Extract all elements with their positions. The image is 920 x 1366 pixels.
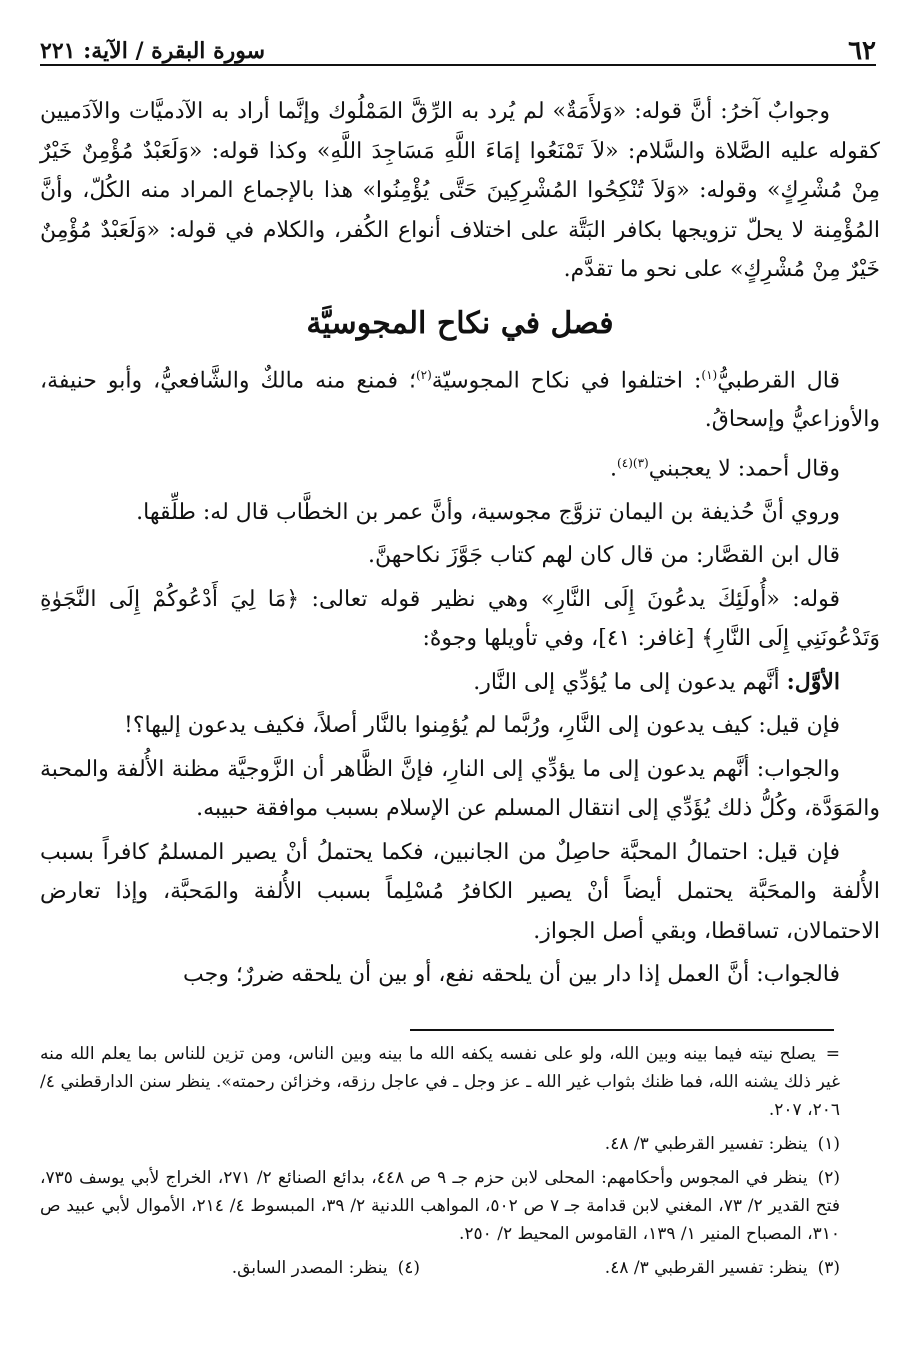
page-number: ٦٢ (848, 36, 876, 66)
footnotes (40, 1040, 840, 1282)
paragraph-10: فإن قيل: احتمالُ المحبَّة حاصِلٌ من الجانبين، فكما يحتملُ أنْ يصير المسلمُ كافراً بسبب الأُلفة والمحَبَّة يحتمل أيضاً أنْ يصير الكافرُ مُسْلِماً بسبب الأُلفة والمَحبَّة، وإذا تعارض الاحتمالان، تساقطا، وبقي أصل الجواز. (40, 839, 880, 944)
footnote-continuation: =يصلح نيته فيما بينه وبين الله، ولو على نفسه يكفه الله ما بينه وبين الناس، ومن تزين للناس بما يعلم الله منه غير ذلك يشنه الله، فما ظنك بثواب غير الله ـ عز وجل ـ في عاجل رزقه، وخزائن رحمته». ينظر سنن الدارقطني ٤/ ٢٠٦، ٢٠٧. (40, 1044, 840, 1120)
footnote-ref-2: (٢) (415, 367, 432, 382)
footnote-1: (١)ينظر: تفسير القرطبي ٣/ ٤٨. (604, 1134, 840, 1154)
footnote-3-4-row (40, 1254, 840, 1282)
main-text (40, 92, 880, 999)
footnote-rule (410, 1029, 834, 1031)
footnote-ref-3-4: (٣)(٤) (617, 455, 649, 470)
footnote-3: (٣)ينظر: تفسير القرطبي ٣/ ٤٨. (604, 1258, 840, 1278)
footnote-ref-1: (١) (701, 367, 718, 382)
header-rule (40, 64, 876, 66)
paragraph-11: فالجواب: أنَّ العمل إذا دار بين أن يلحقه نفع، أو بين أن يلحقه ضررٌ؛ وجب (183, 962, 840, 988)
section-title: فصل في نكاح المجوسيَّة (306, 305, 614, 341)
paragraph-5: قال ابن القصَّار: من قال كان لهم كتاب جَوَّزَ نكاحهنَّ. (367, 543, 840, 569)
footnote-4: (٤)ينظر: المصدر السابق. (231, 1258, 420, 1278)
footnote-2: (٢)ينظر في المجوس وأحكامهم: المحلى لابن حزم جـ ٩ ص ٤٤٨، بدائع الصنائع ٢/ ٢٧١، الخراج لأبي يوسف ٧٣٥، فتح القدير ٢/ ٧٣، المغني لابن قدامة جـ ٧ ص ٥٠٢، المواهب اللدنية ٢/ ٣٩، المبسوط ٤/ ٢١٤، الأموال لأبي عبيد ص ٣١٠، المصباح المنير ١/ ١٣٩، القاموس المحيط ٢/ ٢٥٠. (40, 1168, 840, 1244)
paragraph-3: وقال أحمد: لا يعجبني$^{(٣)(٤)}$. (610, 455, 840, 482)
paragraph-9: والجواب: أنَّهم يدعون إلى ما يؤدِّي إلى النارِ، فإنَّ الظَّاهر أن الزَّوجيَّة مظنة الأُلفة والمحبة والمَوَدَّة، وكُلُّ ذلك يُؤَدِّي إلى انتقال المسلم عن الإسلام بسبب موافقة حبيبه. (40, 756, 880, 822)
paragraph-8: فإن قيل: كيف يدعون إلى النَّارِ، ورُبَّما لم يُؤمِنوا بالنَّار أصلاً، فكيف يدعون إليها؟! (123, 713, 840, 739)
paragraph-2: قال القرطبيُّ$^{(١)}$: اختلفوا في نكاح المجوسيّة$^{(٢)}$؛ فمنع منه مالكٌ والشَّافعيُّ، وأبو حنيفة، والأوزاعيُّ وإسحاقُ. (40, 367, 880, 433)
paragraph-7: الأوَّل: أنَّهم يدعون إلى ما يُؤدِّي إلى النَّار. (473, 668, 840, 695)
paragraph-6: قوله: «أُولَئِكَ يدعُونَ إِلَى النَّارِ» وهي نظير قوله تعالى: ﴿مَا لِيَ أَدْعُوكُمْ إِلَى النَّجَوٰةِ وَتَدْعُونَنِي إِلَى النَّارِ﴾ [غافر: ٤١]، وفي تأويلها وجوهٌ: (40, 586, 880, 652)
paragraph-1: وجوابٌ آخرُ: أنَّ قوله: «وَلأَمَةٌ» لم يُرد به الرِّقَّ المَمْلُوك وإنَّما أراد به الآدميَّات والآدَميين كقوله عليه الصَّلاة والسَّلام: «لاَ تَمْنَعُوا إمَاءَ اللَّهِ مَسَاجِدَ اللَّهِ» وكذا قوله: «وَلَعَبْدٌ مُؤْمِنٌ خَيْرٌ مِنْ مُشْرِكٍ» وقوله: «وَلاَ تُنْكِحُوا المُشْرِكِينَ حَتَّى يُؤْمِنُوا» هذا بالإجماع المراد منه الكُلّ، وأنَّ المُؤْمِنة لا يحلّ تزويجها بكافر البَتَّة على اختلاف أنواع الكُفر، والكلام في قوله: «وَلَعَبْدٌ مُؤْمِنٌ خَيْرٌ مِنْ مُشْرِكٍ» على نحو ما تقدَّم. (40, 99, 880, 282)
point-label: الأوَّل: (786, 668, 840, 695)
paragraph-4: وروي أنَّ حُذيفة بن اليمان تزوَّج مجوسية، وأنَّ عمر بن الخطَّاب قال له: طلِّقها. (136, 499, 840, 525)
running-title: سورة البقرة / الآية: ٢٢١ (40, 38, 266, 64)
